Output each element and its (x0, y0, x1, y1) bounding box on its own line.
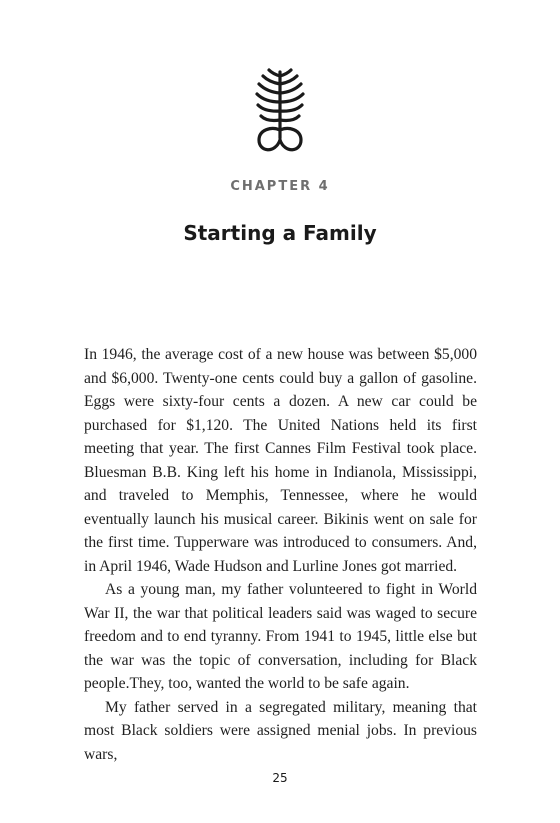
body-text (84, 343, 477, 766)
adinkra-fern-icon (253, 68, 307, 158)
page-number: 25 (272, 771, 288, 785)
paragraph: As a young man, my father volunteered to fight in World War II, the war that political leaders said was waged to secure freedom and to end tyranny. From 1941 to 1945, little else but the war was the topic of conversation, including for Black people.They, too, wanted the world to be safe again. (84, 581, 477, 692)
paragraph: In 1946, the average cost of a new house was between $5,000 and $6,000. Twenty-one cents could buy a gallon of gasoline. Eggs were sixty-four cents a dozen. A new car could be purchased for $1,120. The United Nations held its first meeting that year. The first Cannes Film Festival took place. Bluesman B.B. King left his home in Indianola, Mississippi, and traveled to Memphis, Tennessee, where he would eventually launch his musical career. Bikinis went on sale for the first time. Tupperware was introduced to consumers. And, in April 1946, Wade Hudson and Lurline Jones got married. (84, 346, 477, 575)
chapter-title: Starting a Family (183, 221, 377, 245)
chapter-label: CHAPTER 4 (230, 179, 330, 194)
paragraph: My father served in a segregated military, meaning that most Black soldiers were assigned menial jobs. In previous wars, (84, 698, 477, 763)
